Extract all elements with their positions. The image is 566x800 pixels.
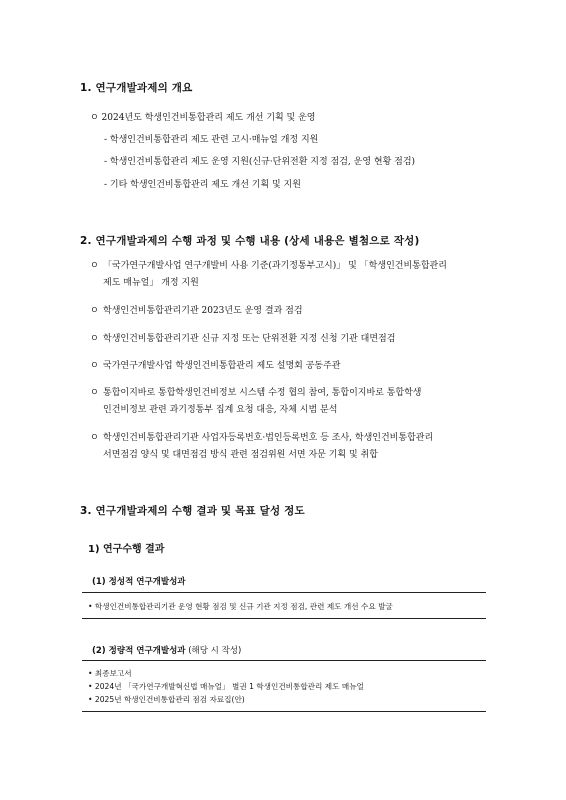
- circle-bullet: ㅇ: [90, 361, 99, 371]
- item-line: 학생인건비통합관리기관 신규 지정 또는 단위전환 지정 신청 기관 대면점검: [103, 334, 396, 344]
- divider: [82, 618, 486, 619]
- item-line: 제도 매뉴얼」 개정 지원: [103, 278, 199, 288]
- item-line: 통합이지바로 통합학생인건비정보 시스템 수정 협의 참여, 통합이지바로 통합학생: [103, 388, 422, 398]
- section1-sub-item: - 학생인건비통합관리 제도 관련 고시·매뉴얼 개정 지원: [104, 135, 319, 145]
- quantitative-results-title-text: (2) 정량적 연구개발성과: [92, 646, 186, 656]
- divider: [82, 592, 486, 593]
- item-line: 「국가연구개발사업 연구개발비 사용 기준(과기정통부고시)」 및 「학생인건비통합관리: [103, 261, 447, 271]
- circle-bullet: ㅇ: [90, 261, 99, 271]
- circle-bullet: ㅇ: [90, 433, 99, 443]
- quantitative-result-line: • 2025년 학생인건비통합관리 점검 자료집(안): [88, 695, 245, 704]
- quantitative-results-title-note: (해당 시 작성): [185, 646, 242, 656]
- section3-title: 3. 연구개발과제의 수행 결과 및 목표 달성 정도: [80, 505, 305, 517]
- circle-bullet: ㅇ: [90, 306, 99, 316]
- section2-title: 2. 연구개발과제의 수행 과정 및 수행 내용 (상세 내용은 별첨으로 작성): [80, 235, 420, 247]
- qualitative-results-title: (1) 정성적 연구개발성과: [92, 577, 186, 587]
- divider: [82, 711, 486, 712]
- circle-bullet: ㅇ: [90, 334, 99, 344]
- section3-subsection-title: 1) 연구수행 결과: [88, 544, 165, 555]
- section1-title: 1. 연구개발과제의 개요: [80, 82, 193, 94]
- item-line: 국가연구개발사업 학생인건비통합관리 제도 설명회 공동주관: [103, 361, 341, 371]
- divider: [82, 660, 486, 661]
- quantitative-result-line: • 최종보고서: [88, 669, 132, 678]
- section1-sub-item: - 기타 학생인건비통합관리 제도 개선 기획 및 지원: [104, 180, 301, 190]
- item-line: 서면점검 양식 및 대면점검 방식 관련 점검위원 서면 자문 기획 및 취합: [103, 450, 378, 460]
- quantitative-result-line: • 2024년 「국가연구개발혁신법 매뉴얼」 별권 1 학생인건비통합관리 제도 매뉴얼: [88, 682, 364, 691]
- item-line: 인건비정보 관련 과기정통부 집계 요청 대응, 자체 시범 분석: [103, 405, 338, 415]
- section1-main-item: ㅇ 2024년도 학생인건비통합관리 제도 개선 기획 및 운영: [90, 113, 316, 123]
- section1-sub-item: - 학생인건비통합관리 제도 운영 지원(신규·단위전환 지정 점검, 운영 현황 점검): [104, 157, 416, 167]
- qualitative-result-line: • 학생인건비통합관리기관 운영 현황 점검 및 신규 기관 지정 점검, 관련 제도 개선 수요 발굴: [88, 602, 393, 611]
- quantitative-results-title: [92, 644, 241, 656]
- item-line: 학생인건비통합관리기관 2023년도 운영 결과 점검: [103, 306, 303, 316]
- item-line: 학생인건비통합관리기관 사업자등록번호·법인등록번호 등 조사, 학생인건비통합관리: [103, 433, 434, 443]
- circle-bullet: ㅇ: [90, 388, 99, 398]
